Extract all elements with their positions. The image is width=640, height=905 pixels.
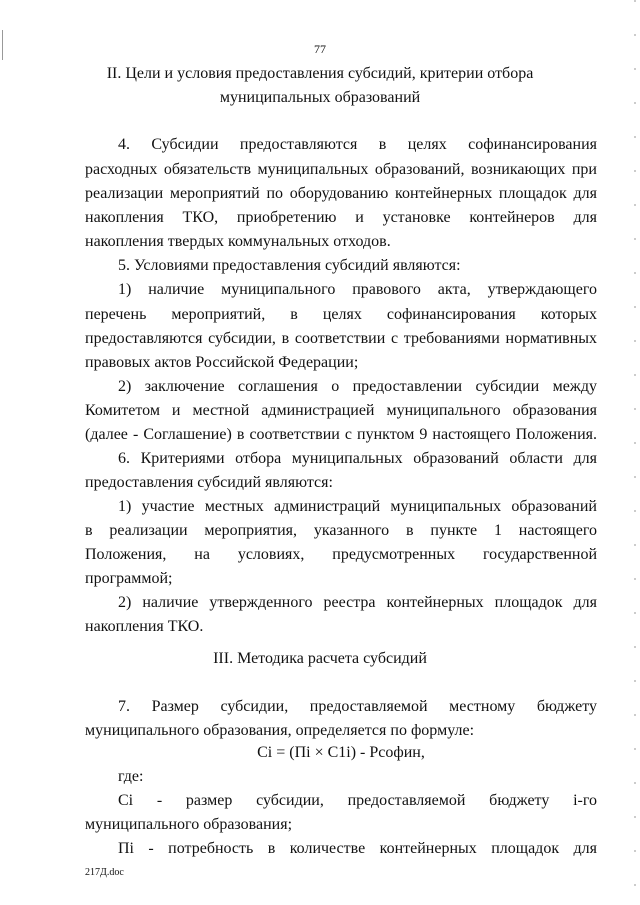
paragraph-line: Положения, на условиях, предусмотренных государственной xyxy=(85,546,597,563)
subsidy-formula: Ci = (Пi × С1i) - Рсофин, xyxy=(257,744,425,761)
paragraph-line: реализации мероприятий по оборудованию контейнерных площадок для xyxy=(85,185,597,202)
paragraph-line: накопления твердых коммунальных отходов. xyxy=(85,233,391,250)
paragraph-line: (далее - Соглашение) в соответствии с пунктом 9 настоящего Положения. xyxy=(85,426,597,443)
paragraph-line: 5. Условиями предоставления субсидий являются: xyxy=(118,257,461,274)
paragraph-line: 7. Размер субсидии, предоставляемой местному бюджету xyxy=(118,698,597,715)
paragraph-line: накопления ТКО. xyxy=(85,618,204,635)
legend-line: Ci - размер субсидии, предоставляемой бюджету i-го xyxy=(118,792,597,809)
paragraph-line: предоставления субсидий являются: xyxy=(85,474,333,491)
section-2-title-line-1: II. Цели и условия предоставления субсидий, критерии отбора xyxy=(106,65,534,82)
paragraph-line: 6. Критериями отбора муниципальных образований области для xyxy=(118,450,597,467)
paragraph-line: предоставляются субсидии, в соответствии с требованиями нормативных xyxy=(85,330,597,347)
paragraph-line: 1) участие местных администраций муниципальных образований xyxy=(118,498,597,515)
paragraph-line: 2) наличие утвержденного реестра контейнерных площадок для xyxy=(118,594,597,611)
paragraph-line: расходных обязательств муниципальных образований, возникающих при xyxy=(85,161,597,178)
paragraph-line: в реализации мероприятия, указанного в пункте 1 настоящего xyxy=(85,522,597,539)
paragraph-line: 2) заключение соглашения о предоставлении субсидии между xyxy=(118,378,597,395)
paragraph-line: 4. Субсидии предоставляются в целях софинансирования xyxy=(118,136,597,153)
section-2-heading xyxy=(60,62,580,110)
legend-line: муниципального образования; xyxy=(85,816,293,833)
scan-dotted-margin xyxy=(634,0,636,905)
legend-line: Пi - потребность в количестве контейнерных площадок для xyxy=(118,840,597,857)
paragraph-line: накопления ТКО, приобретению и установке контейнеров для xyxy=(85,209,597,226)
section-2-title-line-2: муниципальных образований xyxy=(219,89,421,106)
section-3-heading: III. Методика расчета субсидий xyxy=(213,650,427,667)
where-label: где: xyxy=(118,768,144,785)
paragraph-line: правовых актов Российской Федерации; xyxy=(85,354,359,371)
paragraph-line: 1) наличие муниципального правового акта, утверждающего xyxy=(118,281,597,298)
page-number: 77 xyxy=(314,42,326,56)
paragraph-line: перечень мероприятий, в целях софинансирования которых xyxy=(85,306,597,323)
file-name-footer: 217Д.doc xyxy=(85,867,124,878)
paragraph-line: программой; xyxy=(85,570,173,587)
paragraph-line: муниципального образования, определяется по формуле: xyxy=(85,722,475,739)
paragraph-line: Комитетом и местной администрацией муниципального образования xyxy=(85,402,597,419)
